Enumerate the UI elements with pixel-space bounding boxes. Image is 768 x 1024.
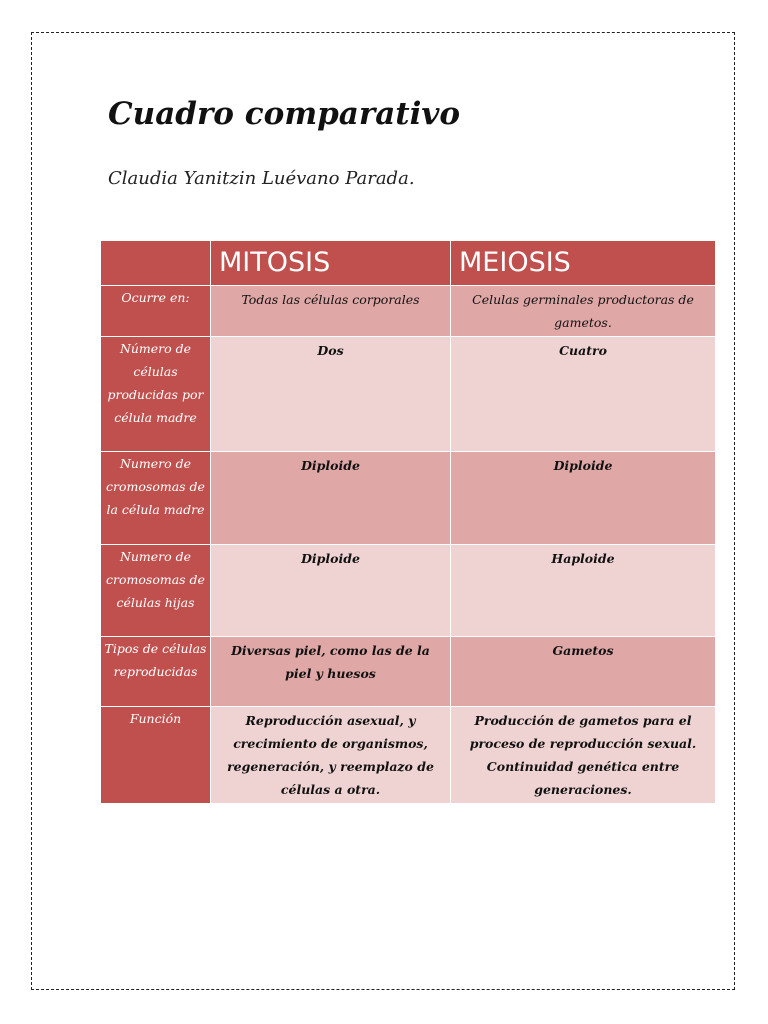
table-row [101,452,716,545]
row-label: Numero de cromosomas de la célula madre [101,452,211,545]
cell-mitosis: Diploide [211,452,451,545]
cell-mitosis: Todas las células corporales [211,286,451,337]
cell-mitosis: Reproducción asexual, y crecimiento de organismos, regeneración, y reemplazo de células a otra. [211,707,451,804]
cell-meiosis: Producción de gametos para el proceso de reproducción sexual. Continuidad genética entre generaciones. [451,707,716,804]
table-row [101,545,716,637]
document-author: Claudia Yanitzin Luévano Parada. [108,168,415,189]
row-label: Número de células producidas por célula madre [101,337,211,452]
cell-meiosis: Gametos [451,637,716,707]
comparison-table [100,240,716,804]
table-row [101,286,716,337]
table-row [101,707,716,804]
header-empty-cell [101,241,211,286]
header-mitosis: MITOSIS [211,241,451,286]
document-title: Cuadro comparativo [108,96,461,132]
cell-mitosis: Diploide [211,545,451,637]
row-label: Tipos de células reproducidas [101,637,211,707]
table-header-row [101,241,716,286]
row-label: Ocurre en: [101,286,211,337]
cell-meiosis: Cuatro [451,337,716,452]
cell-meiosis: Diploide [451,452,716,545]
header-meiosis: MEIOSIS [451,241,716,286]
table-row [101,337,716,452]
row-label: Numero de cromosomas de células hijas [101,545,211,637]
cell-meiosis: Haploide [451,545,716,637]
cell-mitosis: Diversas piel, como las de la piel y huesos [211,637,451,707]
table-row [101,637,716,707]
row-label: Función [101,707,211,804]
cell-mitosis: Dos [211,337,451,452]
cell-meiosis: Celulas germinales productoras de gametos. [451,286,716,337]
